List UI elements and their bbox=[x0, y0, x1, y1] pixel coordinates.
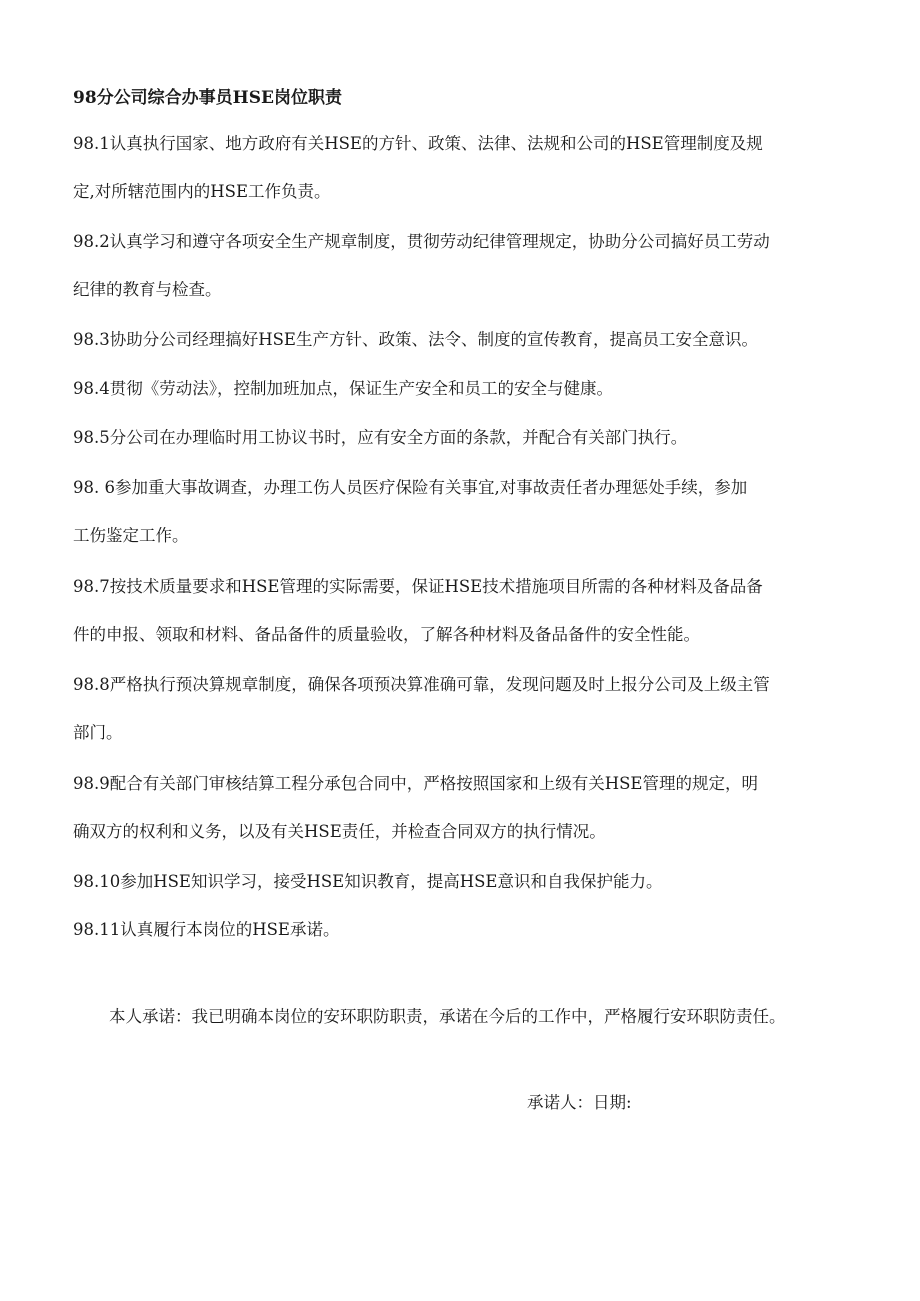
clause-98-8 bbox=[73, 661, 863, 757]
clause-line: 98.10参加HSE知识学习，接受HSE知识教育，提高HSE意识和自我保护能力。 bbox=[73, 872, 663, 891]
clause-line: 98.8严格执行预决算规章制度，确保各项预决算准确可靠，发现问题及时上报分公司及上级主管 bbox=[73, 675, 770, 694]
clause-98-4 bbox=[73, 365, 863, 413]
clause-line: 工伤鉴定工作。 bbox=[73, 526, 189, 545]
clause-line: 98.5分公司在办理临时用工协议书时，应有安全方面的条款，并配合有关部门执行。 bbox=[73, 428, 688, 447]
clause-line: 纪律的教育与检查。 bbox=[73, 280, 222, 299]
clause-line: 定,对所辖范围内的HSE工作负责。 bbox=[73, 182, 331, 201]
clause-98-7 bbox=[73, 563, 863, 659]
signature-date-line: 承诺人：日期: bbox=[527, 1093, 632, 1112]
clause-98-1 bbox=[73, 120, 863, 216]
clause-98-5 bbox=[73, 414, 863, 462]
clause-line: 98.7按技术质量要求和HSE管理的实际需要，保证HSE技术措施项目所需的各种材料及备品备 bbox=[73, 577, 763, 596]
clause-line: 98.9配合有关部门审核结算工程分承包合同中，严格按照国家和上级有关HSE管理的规定，明 bbox=[73, 774, 758, 793]
clause-line: 件的申报、领取和材料、备品备件的质量验收，了解各种材料及备品备件的安全性能。 bbox=[73, 625, 700, 644]
document-title: 98分公司综合办事员HSE岗位职责 bbox=[73, 88, 342, 108]
clause-98-3 bbox=[73, 316, 863, 364]
clause-line: 部门。 bbox=[73, 723, 123, 742]
clause-line: 98.1认真执行国家、地方政府有关HSE的方针、政策、法律、法规和公司的HSE管理制度及规 bbox=[73, 134, 763, 153]
clause-98-10 bbox=[73, 858, 863, 906]
clause-98-2 bbox=[73, 218, 863, 314]
clause-line: 98.2认真学习和遵守各项安全生产规章制度，贯彻劳动纪律管理规定，协助分公司搞好员工劳动 bbox=[73, 232, 770, 251]
clause-line: 确双方的权利和义务，以及有关HSE责任，并检查合同双方的执行情况。 bbox=[73, 822, 606, 841]
clause-98-9 bbox=[73, 760, 863, 856]
pledge-statement: 本人承诺：我已明确本岗位的安环职防职责，承诺在今后的工作中，严格履行安环职防责任。 bbox=[109, 1007, 786, 1026]
clause-line: 98.11认真履行本岗位的HSE承诺。 bbox=[73, 920, 340, 939]
clause-line: 98.3协助分公司经理搞好HSE生产方针、政策、法令、制度的宣传教育，提高员工安全意识。 bbox=[73, 330, 758, 349]
clause-98-11 bbox=[73, 906, 863, 954]
clause-line: 98.4贯彻《劳动法》，控制加班加点，保证生产安全和员工的安全与健康。 bbox=[73, 379, 613, 398]
clause-98-6 bbox=[73, 464, 863, 560]
clause-line: 98. 6参加重大事故调查，办理工伤人员医疗保险有关事宜,对事故责任者办理惩处手续，参加 bbox=[73, 478, 748, 497]
